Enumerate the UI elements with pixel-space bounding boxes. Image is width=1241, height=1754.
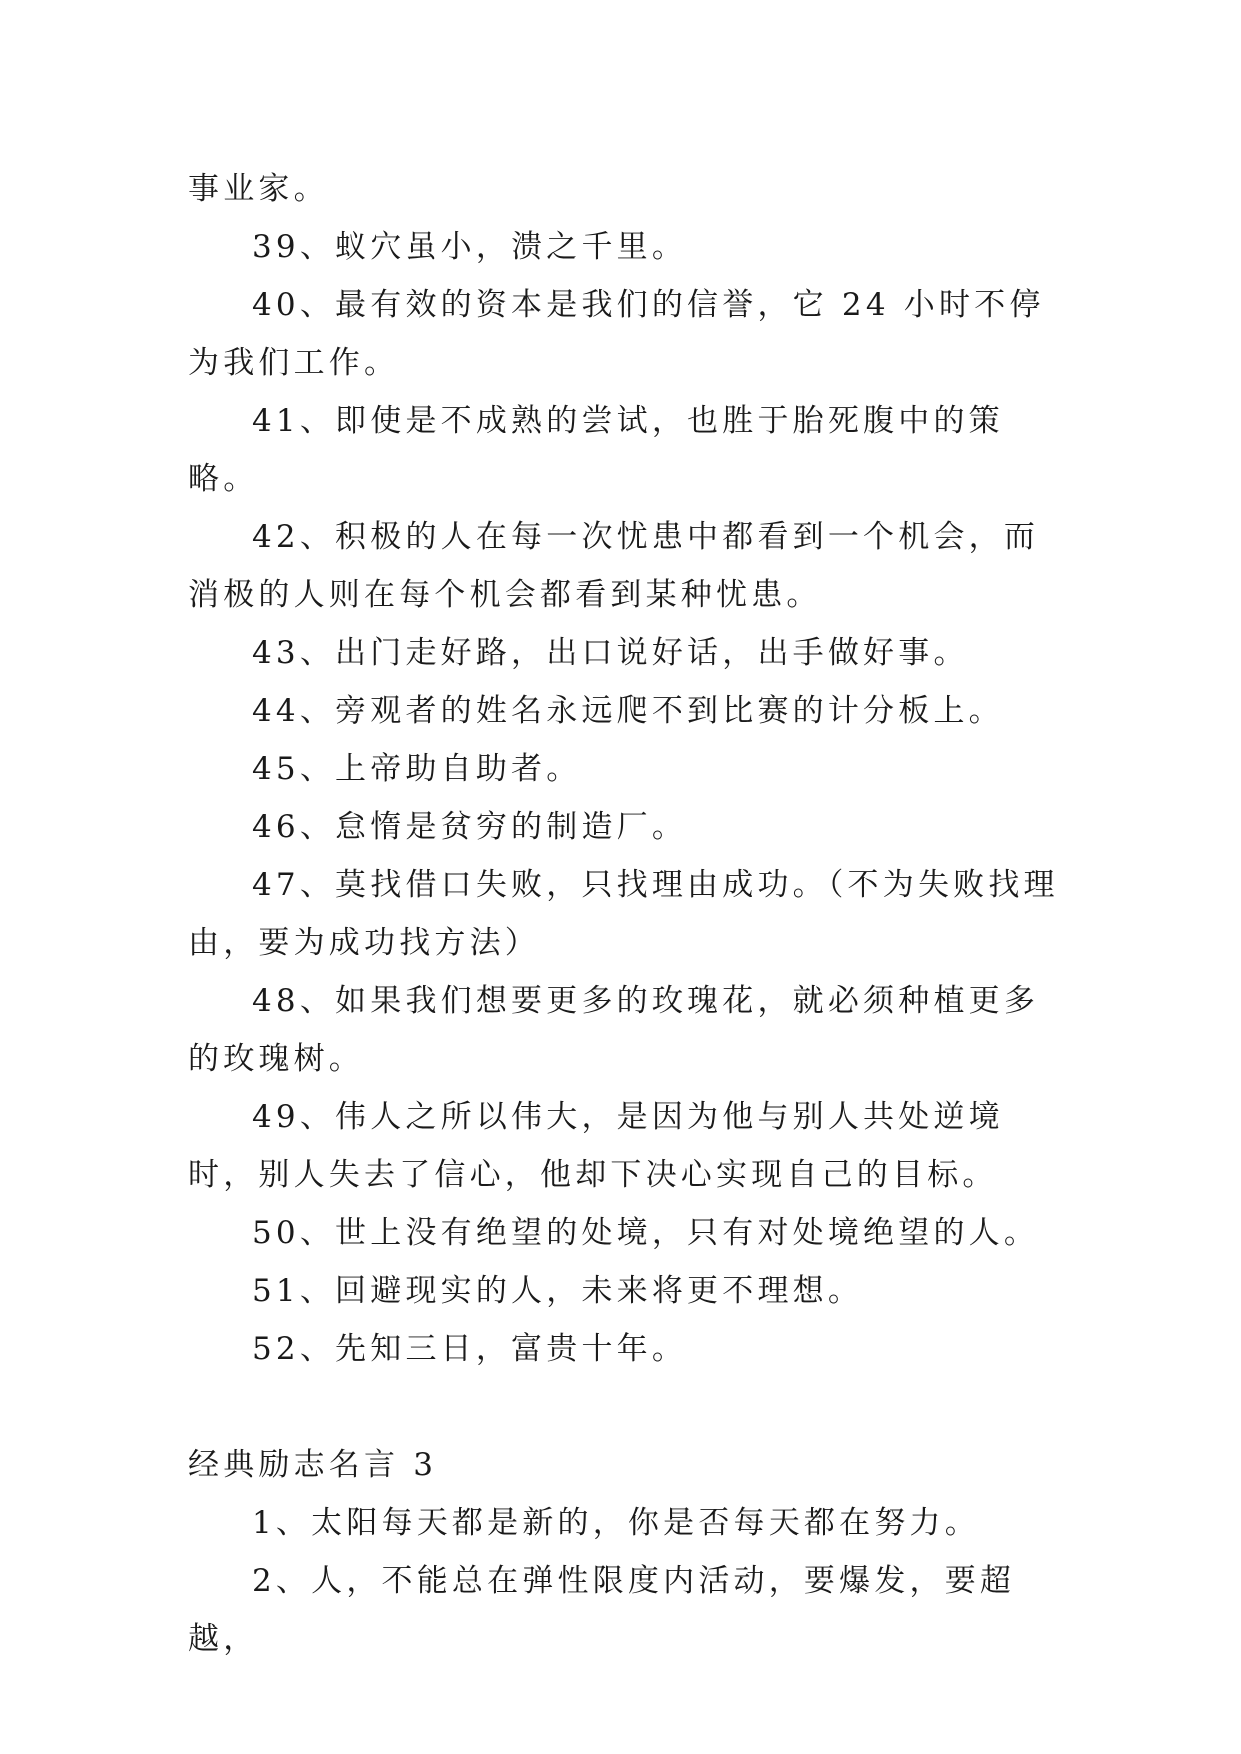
document-body	[188, 160, 1068, 1668]
list-item-44: 44、旁观者的姓名永远爬不到比赛的计分板上。	[252, 693, 1004, 729]
section-heading: 经典励志名言 3	[188, 1447, 438, 1483]
list-item-46: 46、怠惰是贫穷的制造厂。	[252, 809, 688, 845]
list-item-40: 40、最有效的资本是我们的信誉，它 24 小时不停为我们工作。	[188, 287, 1045, 381]
paragraph-continuation: 事业家。	[188, 171, 329, 207]
list-item-45: 45、上帝助自助者。	[252, 751, 582, 787]
list-item-47: 47、莫找借口失败，只找理由成功。（不为失败找理由，要为成功找方法）	[188, 867, 1059, 961]
list-item-43: 43、出门走好路，出口说好话，出手做好事。	[252, 635, 969, 671]
list-item-49: 49、伟人之所以伟大，是因为他与别人共处逆境时，别人失去了信心，他却下决心实现自己的目标。	[188, 1099, 1004, 1193]
list-item-50: 50、世上没有绝望的处境，只有对处境绝望的人。	[252, 1215, 1040, 1251]
list-item-52: 52、先知三日，富贵十年。	[252, 1331, 688, 1367]
list-item-48: 48、如果我们想要更多的玫瑰花，就必须种植更多的玫瑰树。	[188, 983, 1040, 1077]
list-item-41: 41、即使是不成熟的尝试，也胜于胎死腹中的策略。	[188, 403, 1004, 497]
list-item-51: 51、回避现实的人，未来将更不理想。	[252, 1273, 864, 1309]
list-item-42: 42、积极的人在每一次忧患中都看到一个机会，而消极的人则在每个机会都看到某种忧患。	[188, 519, 1040, 613]
list-item-39: 39、蚁穴虽小，溃之千里。	[252, 229, 688, 265]
list-item-2: 2、人，不能总在弹性限度内活动，要爆发，要超越，	[188, 1563, 1016, 1657]
list-item-1: 1、太阳每天都是新的，你是否每天都在努力。	[252, 1505, 980, 1541]
